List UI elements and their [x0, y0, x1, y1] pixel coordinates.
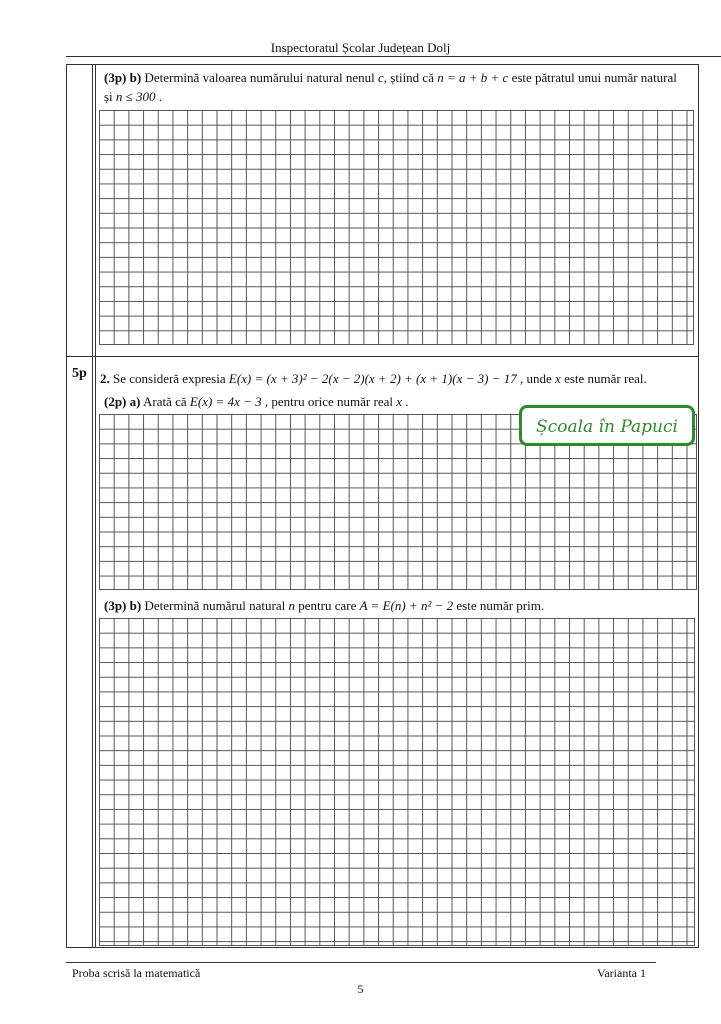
footer-variant: Varianta 1 [597, 966, 646, 980]
problem-2a-formula: E(x) = 4x − 3 [189, 394, 262, 409]
answer-grid-1b[interactable] [99, 110, 694, 345]
problem-1b-formula: n = a + b + c [437, 70, 509, 85]
answer-grid-2b[interactable] [99, 618, 695, 946]
problem-2-number: 2. [100, 371, 110, 386]
stamp-logo [524, 411, 690, 441]
problem-2-statement: 2. Se consideră expresia E(x) = (x + 3)² − 2(x − 2)(x + 2) + (x + 1)(x − 3) − 17 , unde x este număr real. [100, 371, 647, 386]
header-rule [66, 56, 721, 57]
problem-1b-line2: și n ≤ 300 . [104, 89, 163, 104]
problem-row-divider [66, 356, 699, 357]
problem-2-points: 5p [72, 366, 87, 381]
problem-2a-statement: (2p) a) Arată că E(x) = 4x − 3 , pentru orice număr real x . [104, 394, 409, 409]
problem-1b-condition: n ≤ 300 [115, 89, 156, 104]
problem-2b-statement: (3p) b) Determină numărul natural n pentru care A = E(n) + n² − 2 este număr prim. [104, 598, 545, 613]
problem-1b-line1: (3p) b) Determină valoarea numărului natural nenul c, știind că n = a + b + c este pătratul unui număr natural [104, 70, 677, 85]
problem-2-expression: E(x) = (x + 3)² − 2(x − 2)(x + 2) + (x + 1)(x − 3) − 17 [228, 371, 517, 386]
stamp-text: Școala în Papuci [536, 416, 678, 437]
problem-1b-tag: (3p) b) [104, 70, 142, 85]
page-number: 5 [357, 982, 364, 996]
page-header-title: Inspectoratul Școlar Județean Dolj [270, 40, 451, 55]
problem-2b-tag: (3p) b) [104, 598, 142, 613]
points-column-divider-inner [95, 64, 96, 948]
scoala-in-papuci-stamp [519, 405, 695, 446]
problem-2b-formula: A = E(n) + n² − 2 [359, 598, 454, 613]
points-column-divider [92, 64, 93, 948]
problem-2a-tag: (2p) a) [104, 394, 141, 409]
footer-rule [66, 962, 656, 963]
footer-subject: Proba scrisă la matematică [72, 966, 201, 980]
